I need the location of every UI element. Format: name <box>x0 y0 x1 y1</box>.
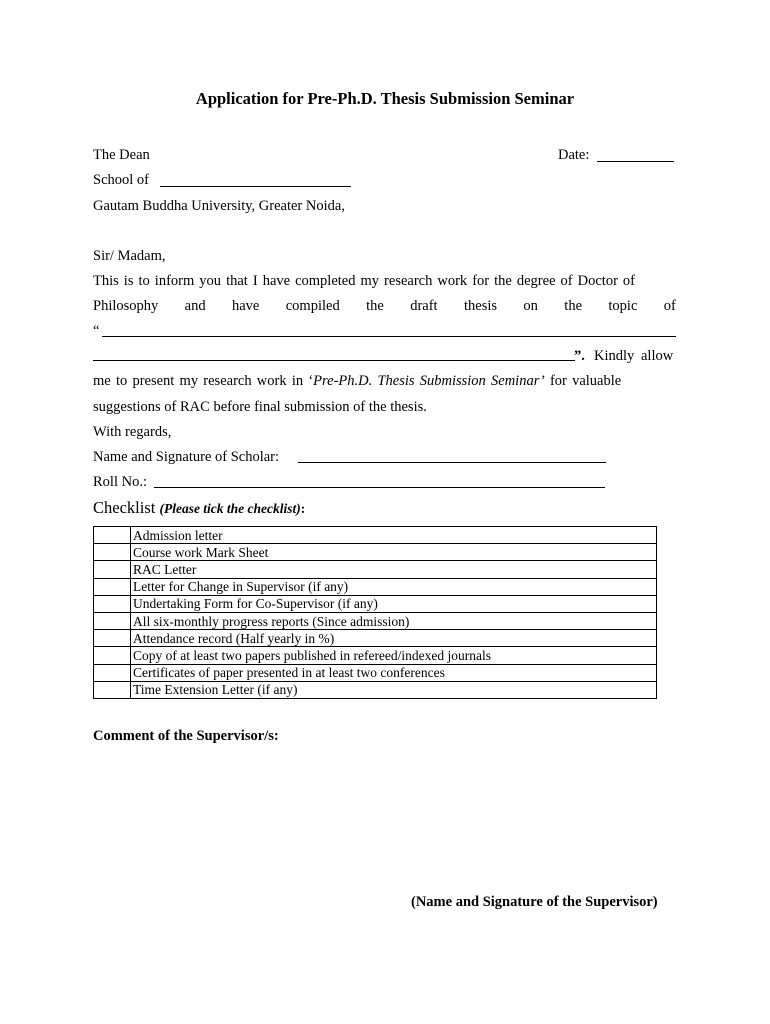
allow-word: allow <box>641 348 674 364</box>
university-name: Gautam Buddha University, Greater Noida, <box>93 198 345 214</box>
school-field[interactable] <box>160 186 351 187</box>
kindly-word: Kindly <box>594 348 635 364</box>
checklist-colon: : <box>300 501 306 516</box>
word: Philosophy <box>93 298 159 314</box>
checklist-item: Copy of at least two papers published in refereed/indexed journals <box>131 647 657 664</box>
checklist-item: All six-monthly progress reports (Since admission) <box>131 612 657 629</box>
checkbox[interactable] <box>94 681 131 698</box>
close-quote: ”. <box>574 348 585 364</box>
thesis-topic-field-1[interactable] <box>102 336 676 337</box>
date-field[interactable] <box>597 161 674 162</box>
word: have <box>231 298 260 314</box>
letter-line-5-end: for valuable <box>544 373 622 389</box>
table-row <box>94 561 657 578</box>
checkbox[interactable] <box>94 647 131 664</box>
seminar-name: Pre-Ph.D. Thesis Submission Seminar’ <box>313 373 545 389</box>
school-label: School of <box>93 172 149 188</box>
word: on <box>523 298 538 314</box>
checkbox[interactable] <box>94 612 131 629</box>
checklist-item: Undertaking Form for Co-Supervisor (if any) <box>131 595 657 612</box>
table-row <box>94 578 657 595</box>
checklist-item: RAC Letter <box>131 561 657 578</box>
word: the <box>564 298 583 314</box>
letter-line-1 <box>93 272 676 290</box>
checklist-note: (Please tick the checklist) <box>159 501 301 516</box>
open-quote: “ <box>93 323 100 339</box>
checklist-item: Certificates of paper presented in at least two conferences <box>131 664 657 681</box>
checklist-heading <box>93 498 305 519</box>
date-label: Date: <box>558 147 590 163</box>
word: thesis <box>463 298 498 314</box>
table-row <box>94 612 657 629</box>
word: compiled <box>285 298 340 314</box>
recipient: The Dean <box>93 147 150 163</box>
word: of <box>663 298 676 314</box>
table-row <box>94 544 657 561</box>
checklist-item: Attendance record (Half yearly in %) <box>131 630 657 647</box>
roll-label: Roll No.: <box>93 474 147 490</box>
checkbox[interactable] <box>94 664 131 681</box>
page-title: Application for Pre-Ph.D. Thesis Submission Seminar <box>195 89 575 108</box>
letter-line-6: suggestions of RAC before final submission of the thesis. <box>93 399 427 415</box>
checklist-item: Letter for Change in Supervisor (if any) <box>131 578 657 595</box>
checkbox[interactable] <box>94 630 131 647</box>
letter-line-2 <box>93 297 676 315</box>
checklist-item: Course work Mark Sheet <box>131 544 657 561</box>
letter-line-5-start: me to present my research work in ‘ <box>93 373 314 389</box>
letter-line-1-text: This is to inform you that I have completed my research work for the degree of Doctor of <box>93 273 636 289</box>
table-row <box>94 595 657 612</box>
supervisor-signature-label: (Name and Signature of the Supervisor) <box>411 894 658 910</box>
regards: With regards, <box>93 424 172 440</box>
checkbox[interactable] <box>94 578 131 595</box>
checklist-title: Checklist <box>93 498 156 517</box>
table-row <box>94 630 657 647</box>
checklist-table <box>93 526 657 699</box>
table-row <box>94 647 657 664</box>
table-row <box>94 527 657 544</box>
checkbox[interactable] <box>94 527 131 544</box>
supervisor-comment-label: Comment of the Supervisor/s: <box>93 728 279 744</box>
checklist-item: Admission letter <box>131 527 657 544</box>
word: topic <box>608 298 638 314</box>
scholar-name-label: Name and Signature of Scholar: <box>93 449 280 465</box>
word: the <box>366 298 384 314</box>
table-row <box>94 681 657 698</box>
checkbox[interactable] <box>94 595 131 612</box>
checklist-item: Time Extension Letter (if any) <box>131 681 657 698</box>
roll-field[interactable] <box>154 487 605 488</box>
thesis-topic-field-2[interactable] <box>93 360 575 361</box>
letter-line-5 <box>93 372 621 390</box>
word: draft <box>410 298 438 314</box>
checkbox[interactable] <box>94 561 131 578</box>
checkbox[interactable] <box>94 544 131 561</box>
salutation: Sir/ Madam, <box>93 248 166 264</box>
scholar-name-field[interactable] <box>298 462 606 463</box>
table-row <box>94 664 657 681</box>
word: and <box>184 298 206 314</box>
